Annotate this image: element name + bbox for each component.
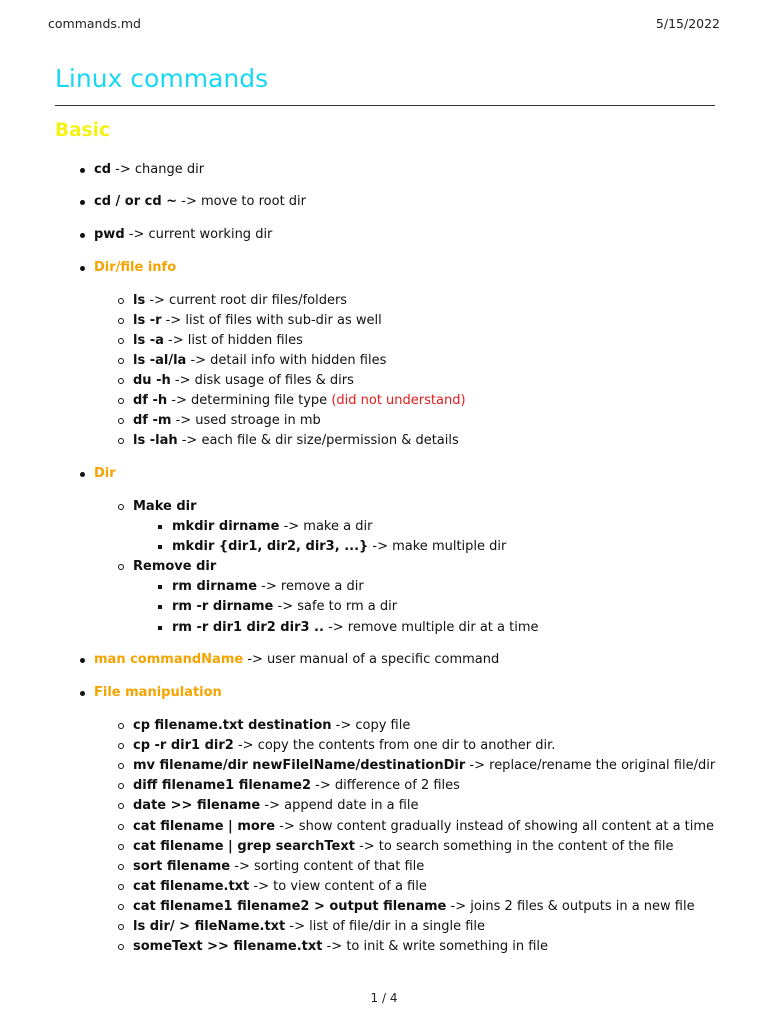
list-item bbox=[133, 412, 321, 430]
list-item-man bbox=[94, 651, 499, 669]
circle-bullet-icon bbox=[118, 438, 124, 444]
title-divider bbox=[55, 105, 715, 106]
description: -> copy the contents from one dir to another dir. bbox=[233, 738, 556, 753]
circle-bullet-icon bbox=[118, 358, 124, 364]
square-bullet-icon bbox=[158, 605, 162, 609]
list-item bbox=[94, 193, 306, 211]
list-item bbox=[133, 838, 674, 856]
list-item bbox=[133, 432, 459, 450]
list-item bbox=[172, 538, 506, 556]
list-item bbox=[133, 717, 410, 735]
description: -> used stroage in mb bbox=[171, 413, 321, 428]
subheading-dir-file-info: Dir/file info bbox=[94, 259, 176, 277]
description: -> detail info with hidden files bbox=[186, 353, 387, 368]
list-item bbox=[133, 352, 386, 370]
circle-bullet-icon bbox=[118, 298, 124, 304]
list-item bbox=[133, 737, 555, 755]
description: -> to search something in the content of the file bbox=[354, 839, 674, 854]
bullet-icon bbox=[80, 266, 85, 271]
command: cd bbox=[94, 162, 112, 177]
circle-bullet-icon bbox=[118, 944, 124, 950]
command: cat filename | grep searchText bbox=[133, 839, 355, 854]
description: -> to view content of a file bbox=[249, 879, 427, 894]
subheading-file-manipulation: File manipulation bbox=[94, 684, 222, 702]
list-item bbox=[133, 858, 424, 876]
circle-bullet-icon bbox=[118, 803, 124, 809]
command: mkdir {dir1, dir2, dir3, ...} bbox=[172, 539, 369, 554]
bullet-icon bbox=[80, 233, 85, 238]
description: -> difference of 2 files bbox=[311, 778, 460, 793]
command: mv filename/dir newFilelName/destinationDir bbox=[133, 758, 466, 773]
list-item bbox=[172, 578, 364, 596]
list-item bbox=[172, 598, 397, 616]
circle-bullet-icon bbox=[118, 824, 124, 830]
list-item bbox=[133, 818, 714, 836]
circle-bullet-icon bbox=[118, 924, 124, 930]
command: ls -lah bbox=[133, 433, 178, 448]
command: df -m bbox=[133, 413, 172, 428]
list-item bbox=[133, 878, 427, 896]
list-item bbox=[133, 797, 419, 815]
bullet-icon bbox=[80, 658, 85, 663]
command: man commandName bbox=[94, 652, 244, 667]
command: cp filename.txt destination bbox=[133, 718, 332, 733]
command: pwd bbox=[94, 227, 125, 242]
circle-bullet-icon bbox=[118, 743, 124, 749]
description: -> joins 2 files & outputs in a new file bbox=[446, 899, 695, 914]
list-item bbox=[133, 312, 382, 330]
description: -> remove multiple dir at a time bbox=[323, 620, 539, 635]
circle-bullet-icon bbox=[118, 904, 124, 910]
description: -> list of hidden files bbox=[163, 333, 303, 348]
description: -> to init & write something in file bbox=[322, 939, 549, 954]
description: -> sorting content of that file bbox=[230, 859, 425, 874]
list-group-label: Remove dir bbox=[133, 558, 216, 576]
list-item bbox=[133, 938, 548, 956]
list-item bbox=[133, 898, 695, 916]
page-header bbox=[48, 16, 720, 34]
description: -> safe to rm a dir bbox=[273, 599, 398, 614]
command: cat filename.txt bbox=[133, 879, 250, 894]
square-bullet-icon bbox=[158, 525, 162, 529]
circle-bullet-icon bbox=[118, 884, 124, 890]
circle-bullet-icon bbox=[118, 378, 124, 384]
description: -> make multiple dir bbox=[368, 539, 507, 554]
bullet-icon bbox=[80, 691, 85, 696]
list-item bbox=[133, 918, 485, 936]
list-item bbox=[172, 518, 372, 536]
description: -> move to root dir bbox=[177, 194, 307, 209]
description: -> disk usage of files & dirs bbox=[170, 373, 354, 388]
command: rm -r dirname bbox=[172, 599, 274, 614]
bullet-icon bbox=[80, 200, 85, 205]
print-date: 5/15/2022 bbox=[655, 16, 720, 31]
file-name: commands.md bbox=[48, 16, 141, 31]
command: cd / or cd ~ bbox=[94, 194, 178, 209]
list-item bbox=[94, 226, 272, 244]
list-item bbox=[133, 757, 715, 775]
circle-bullet-icon bbox=[118, 864, 124, 870]
command: df -h bbox=[133, 393, 168, 408]
command: mkdir dirname bbox=[172, 519, 280, 534]
command: cat filename1 filename2 > output filename bbox=[133, 899, 447, 914]
subheading-dir: Dir bbox=[94, 465, 116, 483]
bullet-icon bbox=[80, 168, 85, 173]
description: -> current root dir files/folders bbox=[145, 293, 348, 308]
command: ls -al/la bbox=[133, 353, 187, 368]
command: cat filename | more bbox=[133, 819, 276, 834]
square-bullet-icon bbox=[158, 585, 162, 589]
description: -> append date in a file bbox=[260, 798, 419, 813]
description: -> remove a dir bbox=[257, 579, 364, 594]
command: someText >> filename.txt bbox=[133, 939, 323, 954]
command: ls -a bbox=[133, 333, 164, 348]
page-title: Linux commands bbox=[55, 64, 269, 93]
circle-bullet-icon bbox=[118, 723, 124, 729]
circle-bullet-icon bbox=[118, 763, 124, 769]
description: -> list of file/dir in a single file bbox=[285, 919, 486, 934]
command: du -h bbox=[133, 373, 171, 388]
command: ls dir/ > fileName.txt bbox=[133, 919, 286, 934]
command: date >> filename bbox=[133, 798, 261, 813]
command: ls bbox=[133, 293, 146, 308]
section-heading-basic: Basic bbox=[55, 120, 110, 141]
list-item bbox=[133, 392, 466, 410]
list-group-label: Make dir bbox=[133, 498, 197, 516]
command: sort filename bbox=[133, 859, 231, 874]
description: -> user manual of a specific command bbox=[243, 652, 500, 667]
list-item bbox=[133, 777, 460, 795]
circle-bullet-icon bbox=[118, 418, 124, 424]
description: -> current working dir bbox=[124, 227, 273, 242]
command: rm dirname bbox=[172, 579, 258, 594]
circle-bullet-icon bbox=[118, 783, 124, 789]
command: rm -r dir1 dir2 dir3 .. bbox=[172, 620, 324, 635]
circle-bullet-icon bbox=[118, 398, 124, 404]
command: ls -r bbox=[133, 313, 162, 328]
list-item bbox=[133, 332, 303, 350]
square-bullet-icon bbox=[158, 545, 162, 549]
list-item bbox=[133, 372, 354, 390]
list-item bbox=[133, 292, 347, 310]
description: -> determining file type bbox=[167, 393, 332, 408]
description: -> copy file bbox=[331, 718, 411, 733]
description: -> list of files with sub-dir as well bbox=[161, 313, 382, 328]
list-item bbox=[94, 161, 204, 179]
description: -> each file & dir size/permission & details bbox=[177, 433, 459, 448]
circle-bullet-icon bbox=[118, 318, 124, 324]
description: -> show content gradually instead of showing all content at a time bbox=[275, 819, 715, 834]
circle-bullet-icon bbox=[118, 338, 124, 344]
description: -> change dir bbox=[111, 162, 205, 177]
circle-bullet-icon bbox=[118, 504, 124, 510]
circle-bullet-icon bbox=[118, 564, 124, 570]
command: cp -r dir1 dir2 bbox=[133, 738, 234, 753]
bullet-icon bbox=[80, 472, 85, 477]
list-item bbox=[172, 619, 539, 637]
description: -> replace/rename the original file/dir bbox=[465, 758, 716, 773]
description: -> make a dir bbox=[279, 519, 373, 534]
page-number: 1 / 4 bbox=[370, 991, 398, 1005]
note-text: (did not understand) bbox=[331, 393, 466, 408]
circle-bullet-icon bbox=[118, 844, 124, 850]
square-bullet-icon bbox=[158, 626, 162, 630]
command: diff filename1 filename2 bbox=[133, 778, 312, 793]
